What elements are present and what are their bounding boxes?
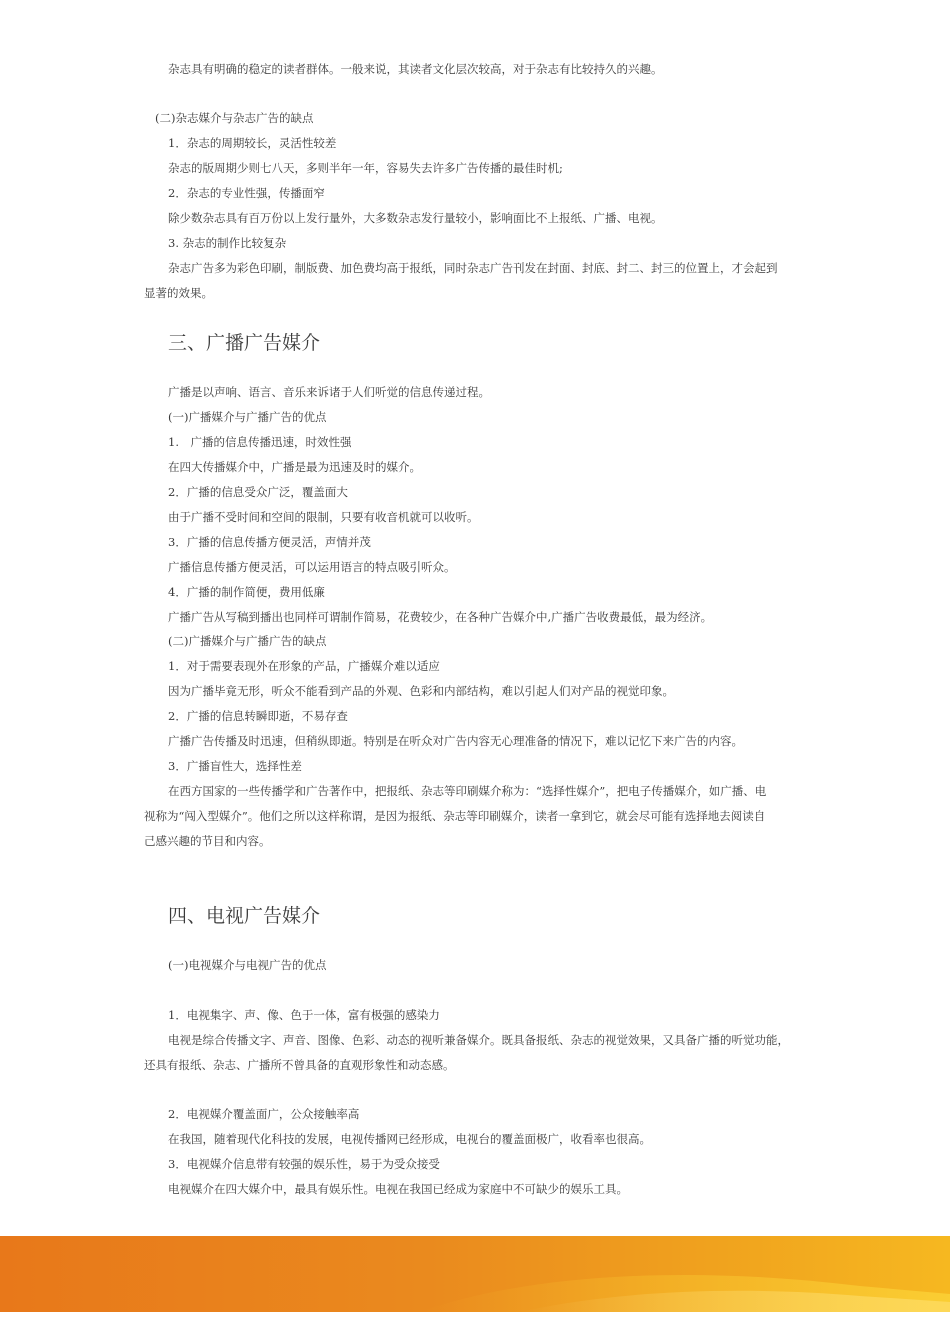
list-item: 3．电视媒介信息带有较强的娱乐性，易于为受众接受: [168, 1157, 440, 1171]
list-item: 3. 杂志的制作比较复杂: [168, 236, 287, 250]
paragraph: 由于广播不受时间和空间的限制，只要有收音机就可以收听。: [168, 510, 479, 524]
list-item: 4．广播的制作简便，费用低廉: [168, 585, 325, 599]
paragraph: 还具有报纸、杂志、广播所不曾具备的直观形象性和动态感。: [144, 1058, 455, 1072]
paragraph: 己感兴趣的节目和内容。: [144, 834, 271, 848]
list-item: 2．广播的信息转瞬即逝，不易存查: [168, 709, 348, 723]
paragraph: 广播广告传播及时迅速，但稍纵即逝。特别是在听众对广告内容无心理准备的情况下，难以记忆下来广告的内容。: [168, 734, 743, 748]
list-item: 2．广播的信息受众广泛，覆盖面大: [168, 485, 348, 499]
section-heading: 三、广播广告媒介: [168, 332, 321, 354]
section-heading: 四、电视广告媒介: [168, 905, 321, 927]
list-item: 1．杂志的周期较长，灵活性较差: [168, 136, 337, 150]
section-subheading: (一)广播媒介与广播广告的优点: [168, 410, 327, 424]
paragraph: 电视媒介在四大媒介中，最具有娱乐性。电视在我国已经成为家庭中不可缺少的娱乐工具。: [168, 1182, 628, 1196]
paragraph: 显著的效果。: [144, 286, 213, 300]
paragraph: 因为广播毕竟无形，听众不能看到产品的外观、色彩和内部结构，难以引起人们对产品的视觉印象。: [168, 684, 674, 698]
section-subheading: (二)杂志媒介与杂志广告的缺点: [155, 111, 314, 125]
footer-banner: [0, 1236, 950, 1312]
section-subheading: (一)电视媒介与电视广告的优点: [168, 958, 327, 972]
list-item: 2．电视媒介覆盖面广，公众接触率高: [168, 1107, 360, 1121]
paragraph: 杂志广告多为彩色印刷，制版费、加色费均高于报纸，同时杂志广告刊发在封面、封底、封二、封三的位置上，才会起到: [168, 261, 778, 275]
paragraph: 广播广告从写稿到播出也同样可谓制作简易，花费较少，在各种广告媒介中,广播广告收费最低，最为经济。: [168, 610, 713, 624]
paragraph: 电视是综合传播文字、声音、图像、色彩、动态的视听兼备媒介。既具备报纸、杂志的视觉效果，又具备广播的听觉功能，: [168, 1033, 789, 1047]
list-item: 3．广播的信息传播方便灵活，声情并茂: [168, 535, 371, 549]
paragraph: 杂志具有明确的稳定的读者群体。一般来说，其读者文化层次较高，对于杂志有比较持久的兴趣。: [168, 62, 663, 76]
footer-wave-decoration: [0, 1236, 950, 1312]
list-item: 1. 广播的信息传播迅速，时效性强: [168, 435, 352, 449]
paragraph: 杂志的版周期少则七八天，多则半年一年，容易失去许多广告传播的最佳时机;: [168, 161, 563, 175]
paragraph: 除少数杂志具有百万份以上发行量外，大多数杂志发行量较小，影响面比不上报纸、广播、电视。: [168, 211, 663, 225]
section-subheading: (二)广播媒介与广播广告的缺点: [168, 634, 327, 648]
paragraph: 广播信息传播方便灵活，可以运用语言的特点吸引听众。: [168, 560, 456, 574]
paragraph: 在西方国家的一些传播学和广告著作中，把报纸、杂志等印刷媒介称为：“选择性媒介”，把电子传播媒介，如广播、电: [168, 784, 767, 798]
list-item: 3．广播盲性大，选择性差: [168, 759, 302, 773]
paragraph: 广播是以声响、语言、音乐来诉诸于人们听觉的信息传递过程。: [168, 385, 490, 399]
paragraph: 视称为“闯入型媒介”。他们之所以这样称谓，是因为报纸、杂志等印刷媒介，读者一拿到它，就会尽可能有选择地去阅读自: [144, 809, 766, 823]
list-item: 2．杂志的专业性强，传播面窄: [168, 186, 325, 200]
list-item: 1．对于需要表现外在形象的产品，广播媒介难以适应: [168, 659, 440, 673]
paragraph: 在我国，随着现代化科技的发展，电视传播网已经形成，电视台的覆盖面极广，收看率也很高。: [168, 1132, 651, 1146]
paragraph: 在四大传播媒介中，广播是最为迅速及时的媒介。: [168, 460, 421, 474]
list-item: 1．电视集字、声、像、色于一体，富有极强的感染力: [168, 1008, 440, 1022]
